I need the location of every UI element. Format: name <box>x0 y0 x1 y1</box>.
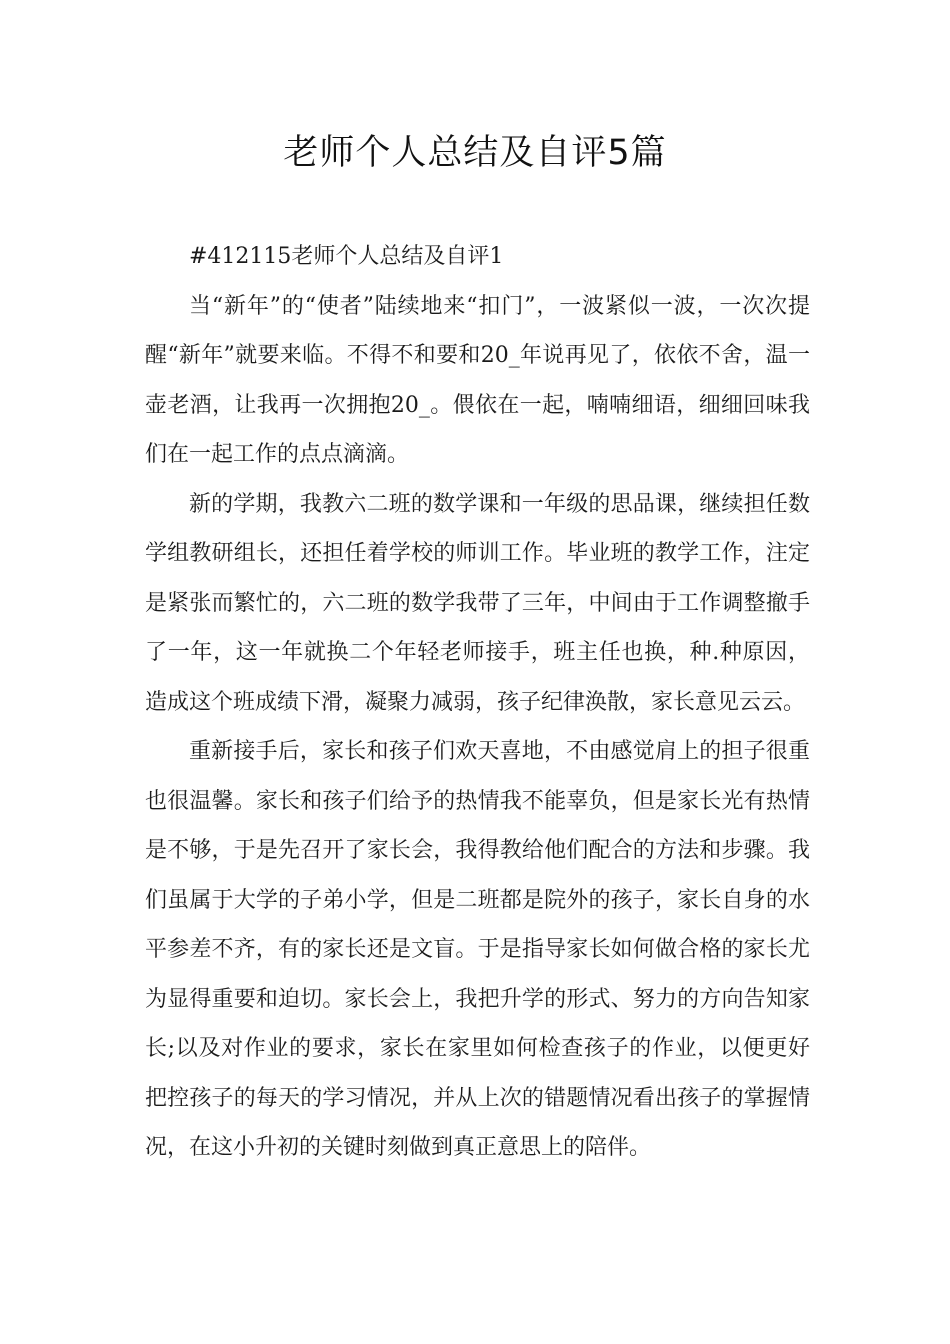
paragraph-3: 重新接手后，家长和孩子们欢天喜地，不由感觉肩上的担子很重也很温馨。家长和孩子们给予的热情我不能辜负，但是家长光有热情是不够，于是先召开了家长会，我得教给他们配合的方法和步骤。我们虽属于大学的子弟小学，但是二班都是院外的孩子，家长自身的水平参差不齐，有的家长还是文盲。于是指导家长如何做合格的家长尤为显得重要和迫切。家长会上，我把升学的形式、努力的方向告知家长;以及对作业的要求，家长在家里如何检查孩子的作业，以便更好把控孩子的每天的学习情况，并从上次的错题情况看出孩子的掌握情况，在这小升初的关键时刻做到真正意思上的陪伴。 <box>145 739 810 1160</box>
document-body <box>145 232 810 1173</box>
paragraph-1: 当“新年”的“使者”陆续地来“扣门”，一波紧似一波，一次次提醒“新年”就要来临。不得不和要和20_年说再见了，依依不舍，温一壶老酒，让我再一次拥抱20_。偎依在一起，喃喃细语，细细回味我们在一起工作的点点滴滴。 <box>145 293 810 467</box>
document-title: 老师个人总结及自评5篇 <box>283 133 667 173</box>
paragraph-2: 新的学期，我教六二班的数学课和一年级的思品课，继续担任数学组教研组长，还担任着学校的师训工作。毕业班的教学工作，注定是紧张而繁忙的，六二班的数学我带了三年，中间由于工作调整撤手了一年，这一年就换二个年轻老师接手，班主任也换，种.种原因，造成这个班成绩下滑，凝聚力减弱，孩子纪律涣散，家长意见云云。 <box>145 491 810 715</box>
section-heading: #412115老师个人总结及自评1 <box>189 244 504 269</box>
